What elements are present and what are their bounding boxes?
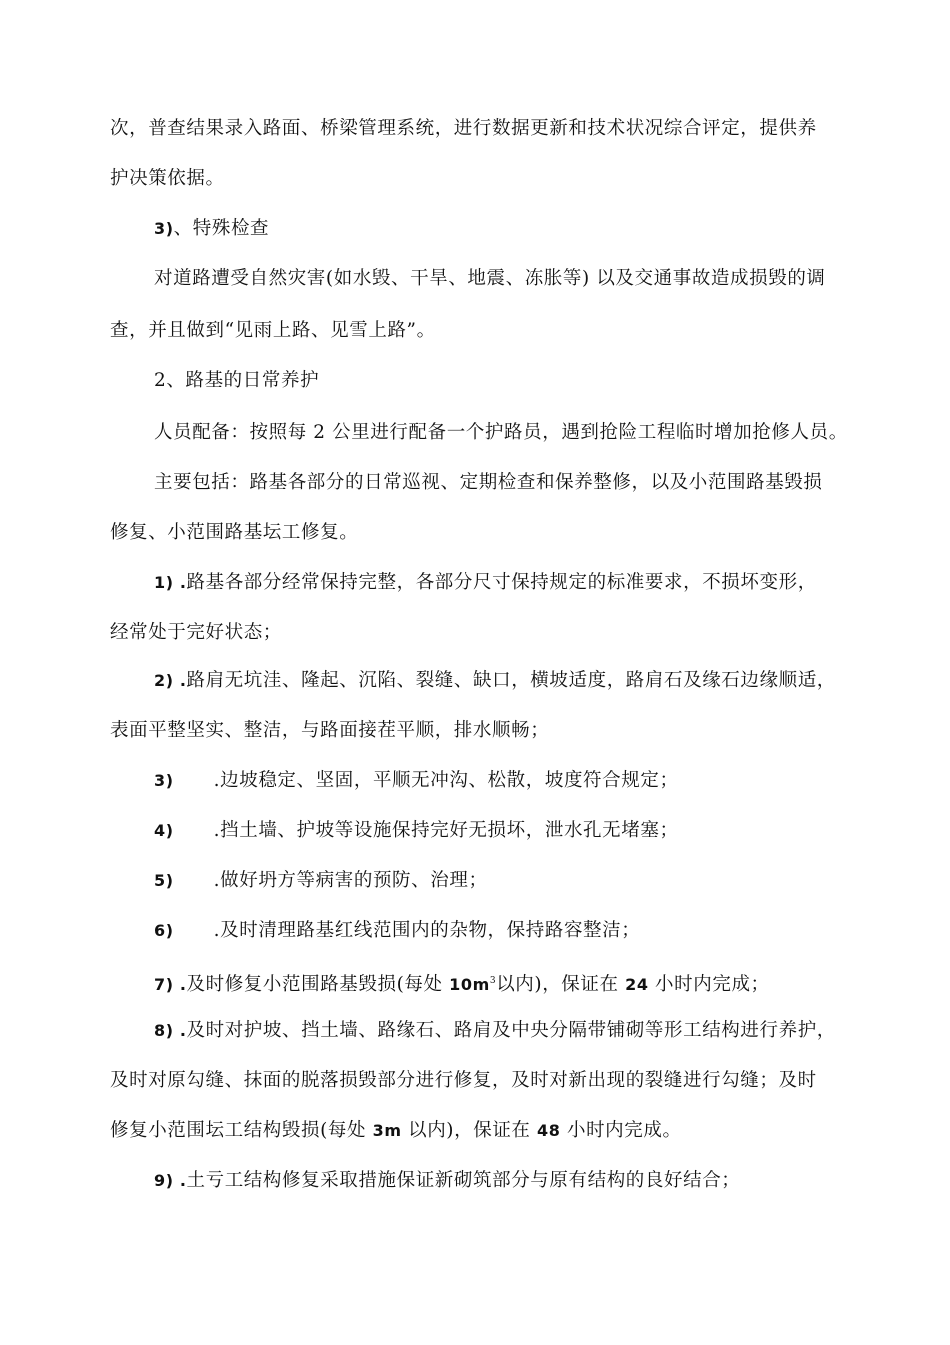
list-item-text: .做好坍方等病害的预防、治理；	[213, 870, 488, 891]
paragraph-line: 及时对原勾缝、抹面的脱落损毁部分进行修复，及时对新出现的裂缝进行勾缝；及时	[110, 1070, 817, 1091]
hours-value: 24	[625, 975, 649, 995]
list-marker: 3)	[154, 771, 174, 790]
list-marker: 8) .	[154, 1021, 187, 1040]
paragraph-line	[110, 1120, 682, 1142]
list-item-text: 及时对护坡、挡土墙、路缘石、路肩及中央分隔带铺砌等形工结构进行养护，	[186, 1020, 836, 1041]
list-item	[154, 920, 640, 942]
list-item	[154, 770, 679, 792]
line-text: 小时内完成。	[560, 1120, 682, 1141]
superscript-exponent: 3	[489, 976, 497, 986]
list-item-text: 小时内完成；	[648, 974, 770, 996]
list-item	[154, 572, 817, 594]
list-item	[154, 870, 488, 892]
list-item-text: .挡土墙、护坡等设施保持完好无损坏，泄水孔无堵塞；	[213, 820, 679, 841]
list-marker: 6)	[154, 921, 174, 940]
list-item-text: 路基各部分经常保持完整，各部分尺寸保持规定的标准要求，不损坏变形，	[186, 572, 817, 593]
list-marker: 3)	[154, 219, 174, 238]
list-marker: 2) .	[154, 671, 187, 690]
list-item	[154, 820, 679, 842]
length-value: 3m	[372, 1121, 402, 1140]
paragraph-line: 护决策依据。	[110, 168, 225, 189]
list-item-text: 土亏工结构修复采取措施保证新砌筑部分与原有结构的良好结合；	[186, 1170, 741, 1191]
list-item	[154, 1170, 740, 1192]
heading-text: 、特殊检查	[173, 218, 270, 239]
paragraph-line: 主要包括：路基各部分的日常巡视、定期检查和保养整修，以及小范围路基毁损	[154, 472, 823, 493]
list-marker: 1) .	[154, 573, 187, 592]
paragraph-line: 表面平整坚实、整洁，与路面接茬平顺，排水顺畅；	[110, 720, 550, 741]
list-item	[154, 970, 770, 996]
list-marker: 9) .	[154, 1171, 187, 1190]
list-marker: 7) .	[154, 975, 187, 995]
section-heading: 2、路基的日常养护	[154, 370, 320, 391]
line-text: 以内)，保证在	[401, 1120, 538, 1141]
paragraph-line: 次，普查结果录入路面、桥梁管理系统，进行数据更新和技术状况综合评定，提供养	[110, 118, 817, 139]
paragraph-line: 人员配备：按照每 2 公里进行配备一个护路员，遇到抢险工程临时增加抢修人员。	[154, 422, 848, 443]
list-item-text: .及时清理路基红线范围内的杂物，保持路容整洁；	[213, 920, 641, 941]
list-item	[154, 1020, 836, 1042]
paragraph-line: 经常处于完好状态；	[110, 622, 282, 643]
paragraph-line: 查，并且做到“见雨上路、见雪上路”。	[110, 320, 436, 341]
paragraph-line: 对道路遭受自然灾害(如水毁、干旱、地震、冻胀等) 以及交通事故造成损毁的调	[154, 268, 826, 289]
paragraph-line: 修复、小范围路基坛工修复。	[110, 522, 359, 543]
list-item-text: .边坡稳定、坚固，平顺无冲沟、松散，坡度符合规定；	[213, 770, 679, 791]
line-text: 修复小范围坛工结构毁损(每处	[110, 1120, 373, 1141]
heading-special-inspection	[154, 218, 269, 240]
list-marker: 5)	[154, 871, 174, 890]
list-item-text: 及时修复小范围路基毁损(每处	[186, 974, 450, 996]
volume-value: 10m	[449, 975, 490, 995]
list-marker: 4)	[154, 821, 174, 840]
list-item-text: 以内)，保证在	[496, 974, 626, 996]
hours-value: 48	[537, 1121, 561, 1140]
list-item	[154, 670, 836, 692]
list-item-text: 路肩无坑洼、隆起、沉陷、裂缝、缺口，横坡适度，路肩石及缘石边缘顺适，	[186, 670, 836, 691]
